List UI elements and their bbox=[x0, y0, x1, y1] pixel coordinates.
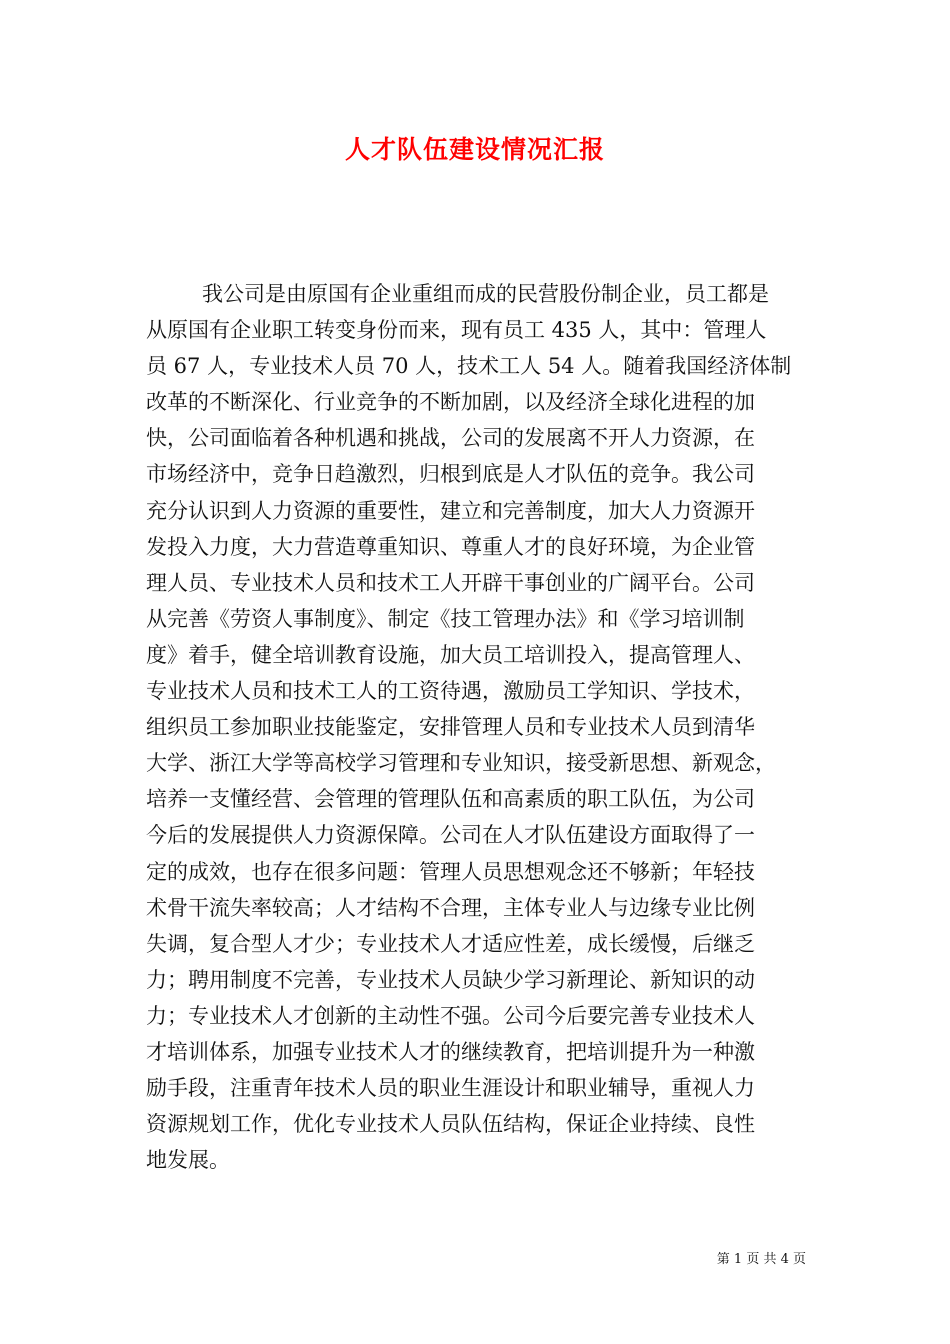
paragraph-line: 力；聘用制度不完善，专业技术人员缺少学习新理论、新知识的动 bbox=[146, 967, 755, 992]
paragraph-line: 理人员、专业技术人员和技术工人开辟干事创业的广阔平台。公司 bbox=[146, 570, 755, 595]
paragraph-line: 失调，复合型人才少；专业技术人才适应性差，成长缓慢，后继乏 bbox=[146, 931, 755, 956]
paragraph-line: 大学、浙江大学等高校学习管理和专业知识，接受新思想、新观念， bbox=[146, 751, 776, 776]
paragraph-line: 度》着手，健全培训教育设施，加大员工培训投入，提高管理人、 bbox=[146, 642, 755, 667]
paragraph-line: 定的成效，也存在很多问题：管理人员思想观念还不够新；年轻技 bbox=[146, 859, 755, 884]
paragraph-line: 力；专业技术人才创新的主动性不强。公司今后要完善专业技术人 bbox=[146, 1003, 755, 1028]
paragraph-line: 术骨干流失率较高；人才结构不合理，主体专业人与边缘专业比例 bbox=[146, 895, 755, 920]
paragraph-line: 发投入力度，大力营造尊重知识、尊重人才的良好环境，为企业管 bbox=[146, 534, 755, 559]
document-title: 人才队伍建设情况汇报 bbox=[344, 135, 605, 164]
paragraph-line: 充分认识到人力资源的重要性，建立和完善制度，加大人力资源开 bbox=[146, 498, 755, 523]
paragraph-line: 组织员工参加职业技能鉴定，安排管理人员和专业技术人员到清华 bbox=[146, 715, 755, 740]
paragraph-line: 我公司是由原国有企业重组而成的民营股份制企业，员工都是 bbox=[202, 282, 769, 306]
paragraph-line: 员 67 人，专业技术人员 70 人，技术工人 54 人。随着我国经济体制 bbox=[146, 354, 792, 379]
paragraph-line: 改革的不断深化、行业竞争的不断加剧，以及经济全球化进程的加 bbox=[146, 390, 755, 415]
paragraph-line: 励手段，注重青年技术人员的职业生涯设计和职业辅导，重视人力 bbox=[146, 1076, 755, 1101]
paragraph-line: 今后的发展提供人力资源保障。公司在人才队伍建设方面取得了一 bbox=[146, 823, 755, 848]
paragraph-line: 快，公司面临着各种机遇和挑战，公司的发展离不开人力资源，在 bbox=[146, 426, 755, 451]
body-paragraph bbox=[146, 276, 810, 1178]
paragraph-line: 才培训体系，加强专业技术人才的继续教育，把培训提升为一种激 bbox=[146, 1039, 755, 1064]
paragraph-line: 地发展。 bbox=[146, 1148, 230, 1173]
paragraph-line: 专业技术人员和技术工人的工资待遇，激励员工学知识、学技术， bbox=[146, 679, 755, 704]
page-number-footer: 第 1 页 共 4 页 bbox=[716, 1252, 806, 1267]
paragraph-line: 从完善《劳资人事制度》、制定《技工管理办法》和《学习培训制 bbox=[146, 606, 745, 631]
paragraph-line: 从原国有企业职工转变身份而来，现有员工 435 人，其中：管理人 bbox=[146, 318, 767, 343]
paragraph-line: 市场经济中，竞争日趋激烈，归根到底是人才队伍的竞争。我公司 bbox=[146, 462, 755, 487]
paragraph-line: 资源规划工作，优化专业技术人员队伍结构，保证企业持续、良性 bbox=[146, 1112, 755, 1137]
paragraph-line: 培养一支懂经营、会管理的管理队伍和高素质的职工队伍，为公司 bbox=[146, 787, 755, 812]
